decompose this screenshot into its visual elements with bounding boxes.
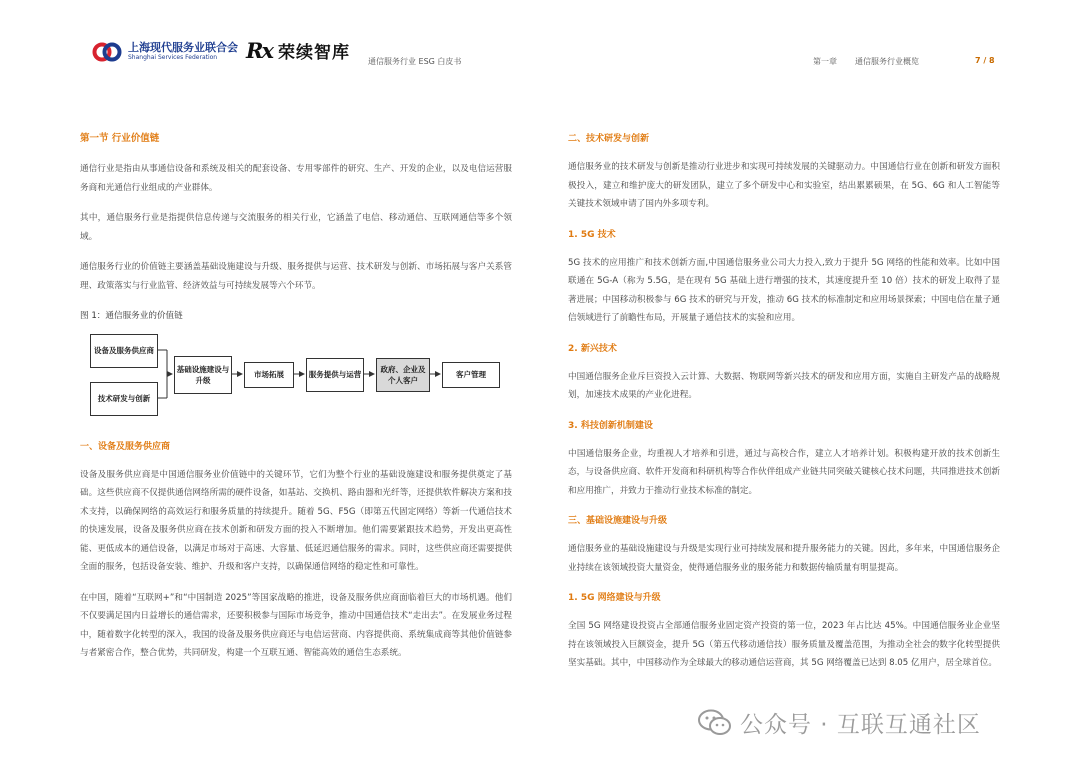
page-header (0, 0, 1080, 90)
diagram-box-supplier: 设备及服务供应商 (90, 334, 158, 368)
paragraph: 中国通信服务企业，均重视人才培养和引进，通过与高校合作，建立人才培养计划。积极构建开放的技术创新生态，与设备供应商、软件开发商和科研机构等合作伙伴组成产业链共同突破关键核心技术问题，共同推进技术创新和应用推广，并致力于推动行业技术标准的制定。 (568, 448, 1000, 496)
paragraph: 通信服务业的基础设施建设与升级是实现行业可持续发展和提升服务能力的关键。因此，多年来，中国通信服务企业持续在该领域投资大量资金，使得通信服务业的服务能力和数据传输质量有明显提高。 (568, 544, 1000, 573)
brand-name: 荣续智库 (277, 43, 350, 63)
paragraph: 全国 5G 网络建设投资占全部通信服务业固定资产投资的第一位，2023 年占比达 45%。中国通信服务业企业坚持在该领域投入巨额资金，提升 5G（第五代移动通信技）服务质量及覆盖范围，为推动全社会的数字化转型提供坚实基础。其中，中国移动作为全球最大的移动通信运营商，其 5G 网络覆盖已达到 8.05 亿用户，居全球首位。 (568, 621, 1000, 668)
paragraph: 通信服务业的技术研发与创新是推动行业进步和实现可持续发展的关键驱动力。中国通信行业在创新和研发方面积极投入，建立和维护庞大的研发团队，建立了多个研发中心和实验室，结出累累硕果，在 5G、6G 和人工智能等关键技术领域申请了国内外多项专利。 (568, 162, 1000, 209)
value-chain-diagram (80, 334, 512, 426)
paragraph: 中国通信服务企业斥巨资投入云计算、大数据、物联网等新兴技术的研发和应用方面，实施自主研发产品的战略规划，加速技术成果的产业化进程。 (568, 371, 1000, 400)
page-number: 7 / 8 (975, 56, 995, 65)
org-name-cn: 上海现代服务业联合会 (128, 41, 238, 55)
paragraph: 在中国，随着“互联网+”和“中国制造 2025”等国家战略的推进，设备及服务供应商面临着巨大的市场机遇。他们不仅要满足国内日益增长的通信需求，还要积极参与国际市场竞争，推动中国通信技术“走出去”。在发展业务过程中，随着数字化转型的深入，我国的设备及服务供应商还与电信运营商、内容提供商、系统集成商等其他价值链参与者紧密合作，整合优势，共同研发，构建一个互联互通、智能高效的通信生态系统。 (80, 592, 512, 658)
paragraph: 5G 技术的应用推广和技术创新方面,中国通信服务业公司大力投入,致力于提升 5G 网络的性能和效率。比如中国联通在 5G-A（称为 5.5G，是在现有 5G 基础上进行增强的技术，其速度提升至 10 倍）技术的研发上取得了显著进展；中国移动积极参与 6G 技术的研究与开发，推动 6G 技术的标准制定和应用场景探索；中国电信在量子通信领域进行了前瞻性布局，开展量子通信技术的实验和应用。 (568, 257, 1000, 323)
wechat-icon (698, 709, 732, 737)
item-heading: 1. 5G 网络建设与升级 (568, 593, 661, 603)
figure-caption: 图 1：通信服务业的价值链 (80, 311, 183, 321)
diagram-box-crm: 客户管理 (442, 362, 500, 388)
right-column (568, 130, 1000, 685)
paragraph: 其中，通信服务行业是指提供信息传递与交流服务的相关行业，它涵盖了电信、移动通信、互联网通信等多个领域。 (80, 213, 512, 242)
paragraph: 通信服务行业的价值链主要涵盖基础设施建设与升级、服务提供与运营、技术研发与创新、市场拓展与客户关系管理、政策落实与行业监管、经济效益与可持续发展等六个环节。 (80, 262, 512, 291)
chapter-name: 通信服务行业概览 (855, 57, 919, 66)
ssf-logo (92, 38, 238, 66)
paragraph: 通信行业是指由从事通信设备和系统及相关的配套设备、专用零部件的研究、生产、开发的企业，以及电信运营服务商和光通信行业组成的产业群体。 (80, 164, 512, 193)
diagram-box-customers: 政府、企业及个人客户 (376, 358, 430, 392)
left-column (80, 130, 512, 675)
rx-logo-mark: Rx (246, 38, 272, 63)
diagram-box-infrastructure: 基础设施建设与升级 (174, 356, 232, 394)
item-heading: 3. 科技创新机制建设 (568, 420, 653, 431)
subsection-title: 二、技术研发与创新 (568, 134, 650, 144)
doc-title: 通信服务行业 ESG 白皮书 (368, 57, 462, 66)
item-heading: 2. 新兴技术 (568, 343, 617, 354)
ssf-logo-mark-icon (92, 38, 122, 66)
rx-logo (246, 38, 350, 63)
org-name-en: Shanghai Services Federation (128, 53, 218, 61)
diagram-box-service: 服务提供与运营 (306, 358, 364, 392)
wechat-watermark (698, 706, 981, 739)
diagram-box-rd: 技术研发与创新 (90, 382, 158, 416)
subsection-title: 一、设备及服务供应商 (80, 441, 171, 452)
chapter-label: 第一章 (813, 57, 837, 66)
paragraph: 设备及服务供应商是中国通信服务业价值链中的关键环节，它们为整个行业的基础设施建设和服务提供奠定了基础。这些供应商不仅提供通信网络所需的硬件设备，如基站、交换机、路由器和光纤等，还提供软件解决方案和技术支持，以确保网络的高效运行和服务质量的持续提升。随着 5G、F5G（即第五代固定网络）等新一代通信技术的快速发展，设备及服务供应商在技术创新和研发方面的投入不断增加。他们需要紧跟技术趋势，开发出更高性能、更低成本的通信设备，以满足市场对于高速、大容量、低延迟通信服务的需求。同时，这些供应商还需要提供全面的服务，包括设备安装、维护、升级和客户支持，以确保通信网络的稳定性和可靠性。 (80, 469, 512, 572)
item-heading: 1. 5G 技术 (568, 229, 616, 240)
diagram-box-market: 市场拓展 (244, 362, 294, 388)
section-title: 第一节 行业价值链 (80, 133, 160, 144)
subsection-title: 三、基础设施建设与升级 (568, 516, 668, 526)
watermark-text: 公众号 · 互联互通社区 (740, 712, 981, 738)
